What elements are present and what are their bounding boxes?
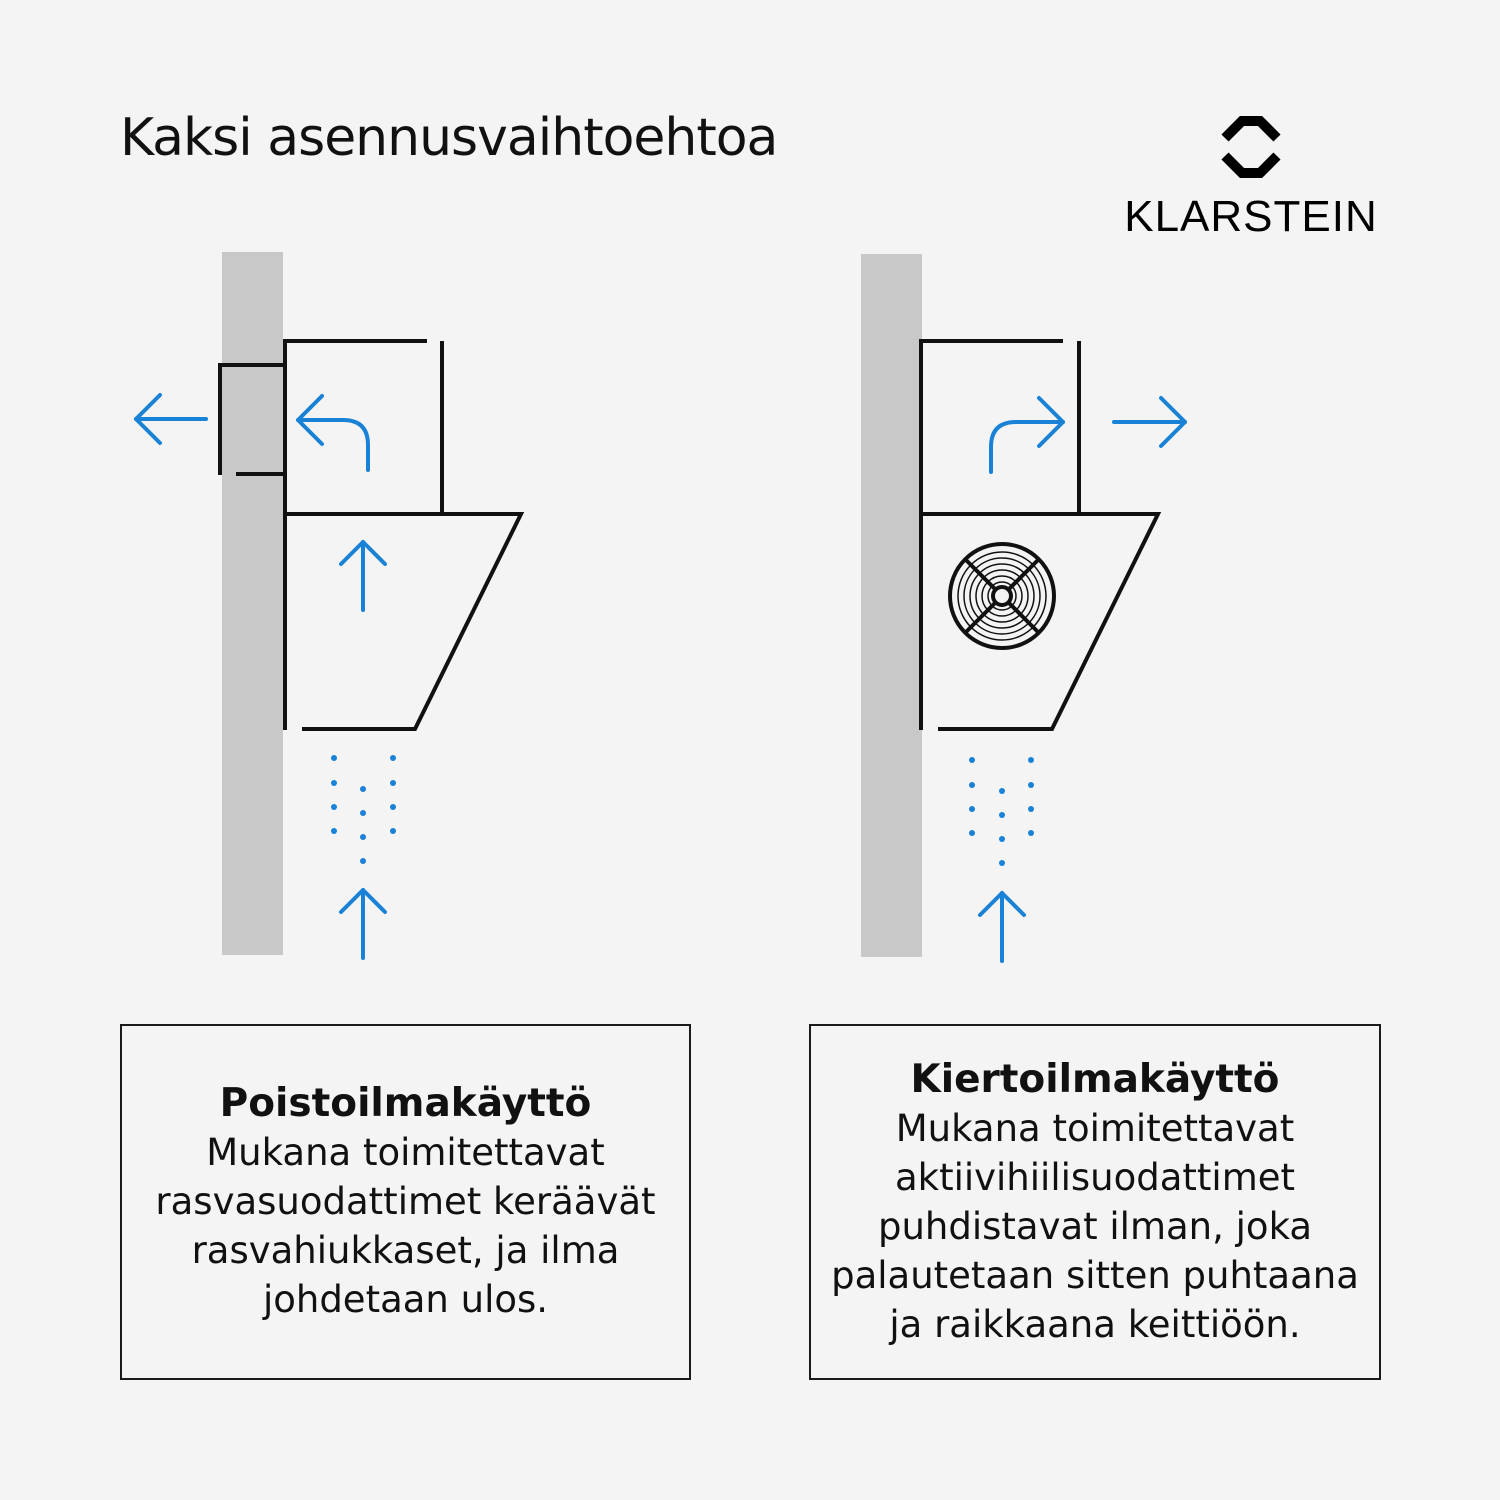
arrow-turn-right-icon: [991, 398, 1063, 472]
arrow-up-icon: [341, 542, 385, 610]
exhaust-mode-diagram: [136, 252, 521, 958]
arrow-up-bottom-right-icon: [980, 893, 1024, 961]
exhaust-mode-description: Mukana toimitettavat rasvasuodattimet keräävät rasvahiukkaset, ja ilma johdetaan ulos.: [155, 1131, 656, 1321]
recirculation-mode-box: [809, 1024, 1381, 1380]
wall-right: [861, 254, 922, 957]
exhaust-mode-heading: Poistoilmakäyttö: [219, 1081, 592, 1126]
recirculation-mode-heading: Kiertoilmakäyttö: [910, 1056, 1280, 1102]
exhaust-mode-box: [120, 1024, 691, 1380]
recirculation-mode-description: Mukana toimitettavat aktiivihiilisuodattimet puhdistavat ilman, joka palautetaan sitten puhtaana ja raikkaana keittiöön.: [831, 1106, 1359, 1346]
airflow-dots-right: [969, 757, 1034, 866]
arrow-turn-left-icon: [298, 396, 368, 470]
fan-icon: [950, 544, 1054, 648]
page-title: Kaksi asennusvaihtoehtoa: [120, 108, 778, 168]
wall-left: [222, 252, 283, 955]
arrow-up-bottom-icon: [341, 890, 385, 958]
arrow-out-left-icon: [136, 395, 206, 443]
arrow-out-right-icon: [1114, 398, 1185, 446]
brand-name: KLARSTEIN: [1124, 192, 1378, 241]
airflow-dots-left: [331, 755, 396, 864]
recirculation-mode-diagram: [861, 254, 1185, 961]
